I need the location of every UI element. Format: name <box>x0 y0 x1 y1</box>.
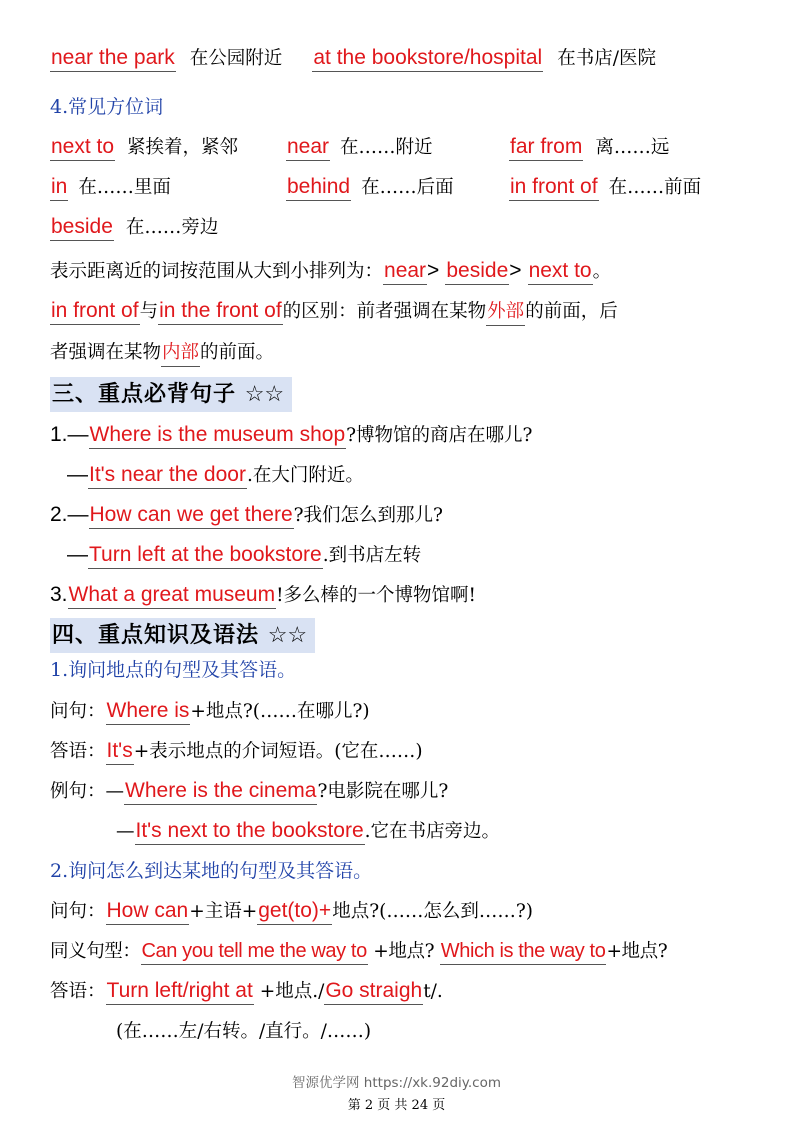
answer: Go straigh <box>324 978 423 1005</box>
answer: Can you tell me the way to <box>141 938 368 965</box>
grammar-2-note <box>116 1017 371 1046</box>
answer-beside: beside <box>50 214 114 241</box>
period: 。 <box>592 261 612 282</box>
translation: .在大门附近。 <box>246 465 364 486</box>
text: 者强调在某物 <box>50 342 162 363</box>
translation: 在公园附近 <box>189 48 283 69</box>
number: 3. <box>50 583 68 606</box>
section-title: 三、重点必背句子 <box>52 381 237 407</box>
text: +主语+ <box>189 901 258 922</box>
greater-than: > <box>427 259 440 282</box>
text: (在……左/右转。/直行。/……) <box>116 1021 372 1042</box>
text: 的前面，后 <box>525 301 618 322</box>
answer-in-front-of: in front of <box>50 298 140 325</box>
page-number: 第 2 页 共 24 页 <box>347 1098 446 1113</box>
sentence-2 <box>50 501 443 530</box>
translation: 离……远 <box>595 137 670 158</box>
translation: .到书店左转 <box>322 545 422 566</box>
star-icon: ☆☆ <box>244 382 285 407</box>
positions-row-3 <box>50 213 218 242</box>
sentence-1 <box>50 421 532 450</box>
answer: Turn left at the bookstore <box>88 542 323 569</box>
translation: 在……前面 <box>608 177 702 198</box>
answer-in-front-of: in front of <box>509 174 599 201</box>
label: 答语： <box>50 981 106 1002</box>
difference-line-2 <box>50 338 274 367</box>
answer-in: in <box>50 174 68 201</box>
translation: .它在书店旁边。 <box>364 821 501 842</box>
answer-near-the-park: near the park <box>50 45 176 72</box>
text: +地点? <box>367 941 435 962</box>
difference-line-1 <box>50 297 618 326</box>
distance-order <box>50 257 611 286</box>
text: 的前面。 <box>200 342 275 363</box>
answer-in-the-front-of: in the front of <box>158 298 283 325</box>
label: 答语： <box>50 741 106 762</box>
answer: It's next to the bookstore <box>135 818 365 845</box>
subheading-positions: 4.常见方位词 <box>50 96 164 118</box>
label: 问句： <box>50 901 106 922</box>
grammar-2-title: 2.询问怎么到达某地的句型及其答语。 <box>50 860 373 882</box>
answer-at-the-bookstore: at the bookstore/hospital <box>312 45 543 72</box>
grammar-1-example-2 <box>116 817 500 846</box>
answer: How can we get there <box>89 502 294 529</box>
text: +地点./ <box>253 981 325 1002</box>
answer-next-to: next to <box>528 258 593 285</box>
answer-near: near <box>286 134 330 161</box>
answer-near: near <box>383 258 427 285</box>
translation: 在……旁边 <box>125 217 219 238</box>
section-3-heading <box>50 377 292 412</box>
sentence-1-reply <box>67 461 364 490</box>
number: 1.— <box>50 423 89 446</box>
translation: ?博物馆的商店在哪儿? <box>346 425 533 446</box>
greater-than: > <box>509 259 522 282</box>
grammar-2-question <box>50 897 533 926</box>
translation: 在书店/医院 <box>557 48 656 69</box>
answer: It's <box>106 738 134 765</box>
label: 例句：— <box>50 781 125 802</box>
dash: — <box>116 821 135 842</box>
grammar-1-title: 1.询问地点的句型及其答语。 <box>50 659 297 681</box>
answer: It's near the door <box>88 462 247 489</box>
footer-site: 智源优学网 https://xk.92diy.com <box>292 1075 501 1091</box>
grammar-1-question <box>50 697 370 726</box>
section-4-heading <box>50 618 315 653</box>
answer-far-from: far from <box>509 134 583 161</box>
order-intro: 表示距离近的词按范围从大到小排列为： <box>50 261 384 282</box>
answer: Where is the cinema <box>124 778 317 805</box>
grammar-2-answer <box>50 977 443 1006</box>
text: +地点?(……在哪儿?) <box>190 701 370 722</box>
section-title: 四、重点知识及语法 <box>52 622 260 648</box>
text: 的区别：前者强调在某物 <box>282 301 487 322</box>
answer: Where is <box>106 698 191 725</box>
answer-beside: beside <box>445 258 509 285</box>
translation: ?电影院在哪儿? <box>317 781 449 802</box>
answer: Which is the way to <box>440 938 607 965</box>
number: 2.— <box>50 503 89 526</box>
translation: 在……里面 <box>78 177 171 198</box>
grammar-1-answer <box>50 737 423 766</box>
answer: What a great museum <box>68 582 277 609</box>
grammar-2-synonym <box>50 937 667 966</box>
translation: ?我们怎么到那儿? <box>293 505 443 526</box>
answer: Turn left/right at <box>106 978 254 1005</box>
translation: 紧挨着，紧邻 <box>127 137 239 158</box>
dash: — <box>67 543 88 566</box>
positions-row-1 <box>50 133 750 161</box>
answer-next-to: next to <box>50 134 115 161</box>
text: 地点?(……怎么到……?) <box>332 901 533 922</box>
text: +表示地点的介词短语。(它在……) <box>133 741 423 762</box>
star-icon: ☆☆ <box>267 623 308 648</box>
text: 与 <box>139 301 159 322</box>
answer: Where is the museum shop <box>89 422 347 449</box>
answer: How can <box>106 898 190 925</box>
sentence-2-reply <box>67 541 421 570</box>
text: +地点? <box>606 941 668 962</box>
translation: !多么棒的一个博物馆啊! <box>276 585 476 606</box>
positions-row-2 <box>50 173 750 201</box>
answer-outside: 外部 <box>486 299 525 326</box>
grammar-1-example-1 <box>50 777 448 806</box>
dash: — <box>67 463 88 486</box>
text: t/. <box>423 981 443 1002</box>
phrase-row-1 <box>50 44 656 73</box>
sentence-3 <box>50 581 476 610</box>
translation: 在……后面 <box>361 177 454 198</box>
answer-inside: 内部 <box>161 340 200 367</box>
translation: 在……附近 <box>340 137 433 158</box>
label: 问句： <box>50 701 106 722</box>
answer: get(to)+ <box>257 898 332 925</box>
answer-behind: behind <box>286 174 351 201</box>
label: 同义句型： <box>50 941 141 962</box>
